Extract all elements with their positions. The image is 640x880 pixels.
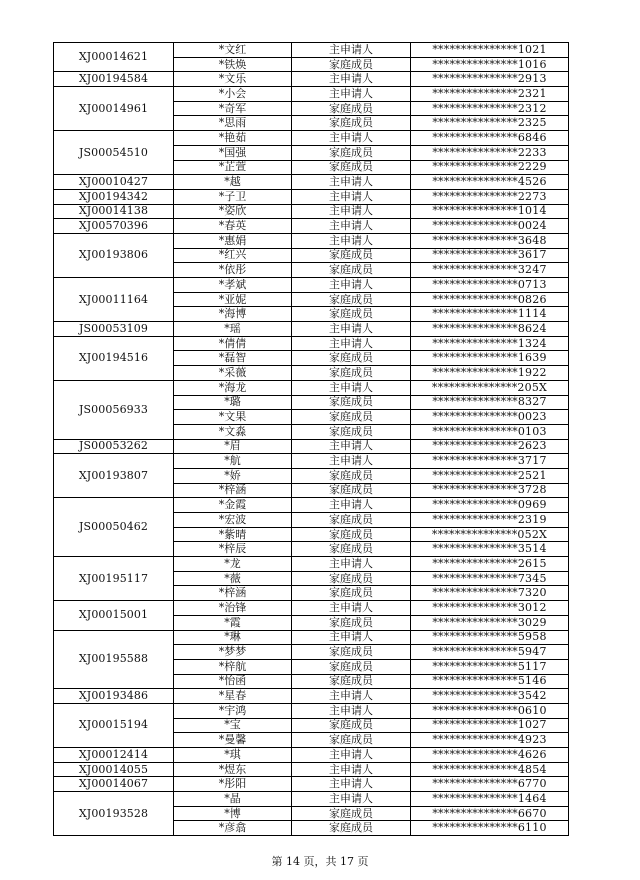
table-row: [54, 454, 569, 469]
table-row: [54, 777, 569, 792]
member-name-cell: *春英: [174, 219, 292, 234]
member-name-cell: *思雨: [174, 116, 292, 131]
member-name-cell: *依彤: [174, 263, 292, 278]
masked-id-number-cell: ***************6770: [411, 777, 569, 792]
member-role-cell: 主申请人: [292, 278, 411, 293]
member-role-cell: 家庭成员: [292, 263, 411, 278]
member-role-cell: 家庭成员: [292, 145, 411, 160]
application-number-cell: XJ00193486: [54, 689, 174, 704]
member-role-cell: 主申请人: [292, 454, 411, 469]
member-name-cell: *子卫: [174, 189, 292, 204]
masked-id-number-cell: ***************0103: [411, 424, 569, 439]
masked-id-number-cell: ***************5117: [411, 659, 569, 674]
masked-id-number-cell: ***************7320: [411, 586, 569, 601]
table-row: [54, 380, 569, 395]
member-name-cell: *彤阳: [174, 777, 292, 792]
member-role-cell: 主申请人: [292, 189, 411, 204]
member-name-cell: *倩倩: [174, 336, 292, 351]
member-name-cell: *薇: [174, 571, 292, 586]
member-role-cell: 家庭成员: [292, 292, 411, 307]
member-role-cell: 家庭成员: [292, 248, 411, 263]
table-row: [54, 204, 569, 219]
member-role-cell: 家庭成员: [292, 542, 411, 557]
member-name-cell: *霞: [174, 615, 292, 630]
member-role-cell: 家庭成员: [292, 116, 411, 131]
member-name-cell: *越: [174, 175, 292, 190]
member-role-cell: 家庭成员: [292, 307, 411, 322]
masked-id-number-cell: ***************0023: [411, 410, 569, 425]
masked-id-number-cell: ***************0713: [411, 278, 569, 293]
masked-id-number-cell: ***************3514: [411, 542, 569, 557]
masked-id-number-cell: ***************0024: [411, 219, 569, 234]
masked-id-number-cell: ***************1021: [411, 43, 569, 58]
member-name-cell: *治锋: [174, 601, 292, 616]
masked-id-number-cell: ***************2623: [411, 439, 569, 454]
member-role-cell: 家庭成员: [292, 483, 411, 498]
table-row: [54, 630, 569, 645]
member-name-cell: *文果: [174, 410, 292, 425]
table-row: [54, 219, 569, 234]
member-role-cell: 主申请人: [292, 322, 411, 337]
application-number-cell: XJ00012414: [54, 748, 174, 763]
member-role-cell: 主申请人: [292, 689, 411, 704]
member-role-cell: 主申请人: [292, 792, 411, 807]
member-role-cell: 家庭成员: [292, 410, 411, 425]
member-name-cell: *梦梦: [174, 645, 292, 660]
masked-id-number-cell: ***************6846: [411, 131, 569, 146]
member-role-cell: 家庭成员: [292, 659, 411, 674]
table-row: [54, 278, 569, 293]
masked-id-number-cell: ***************4526: [411, 175, 569, 190]
masked-id-number-cell: ***************3542: [411, 689, 569, 704]
application-number-cell: XJ00014067: [54, 777, 174, 792]
application-number-cell: XJ00195117: [54, 557, 174, 601]
masked-id-number-cell: ***************2325: [411, 116, 569, 131]
member-role-cell: 主申请人: [292, 43, 411, 58]
table-row: [54, 43, 569, 58]
masked-id-number-cell: ***************4626: [411, 748, 569, 763]
member-name-cell: *曼馨: [174, 733, 292, 748]
masked-id-number-cell: ***************1027: [411, 718, 569, 733]
masked-id-number-cell: ***************3617: [411, 248, 569, 263]
application-number-cell: XJ00014621: [54, 43, 174, 72]
masked-id-number-cell: ***************3648: [411, 233, 569, 248]
member-role-cell: 家庭成员: [292, 424, 411, 439]
table-row: [54, 689, 569, 704]
member-name-cell: *宇鸿: [174, 703, 292, 718]
application-number-cell: JS00053109: [54, 322, 174, 337]
application-number-cell: JS00054510: [54, 131, 174, 175]
masked-id-number-cell: ***************2521: [411, 468, 569, 483]
application-number-cell: XJ00194516: [54, 336, 174, 380]
member-name-cell: *琪: [174, 748, 292, 763]
member-role-cell: 家庭成员: [292, 821, 411, 836]
member-name-cell: *璐: [174, 395, 292, 410]
application-number-cell: XJ00010427: [54, 175, 174, 190]
masked-id-number-cell: ***************1922: [411, 366, 569, 381]
masked-id-number-cell: ***************2913: [411, 72, 569, 87]
member-name-cell: *孝斌: [174, 278, 292, 293]
application-number-cell: XJ00015001: [54, 601, 174, 630]
table-row: [54, 189, 569, 204]
masked-id-number-cell: ***************6110: [411, 821, 569, 836]
member-name-cell: *铁焕: [174, 57, 292, 72]
member-name-cell: *采薇: [174, 366, 292, 381]
member-role-cell: 家庭成员: [292, 101, 411, 116]
application-number-cell: XJ00015194: [54, 703, 174, 747]
member-name-cell: *磊智: [174, 351, 292, 366]
page-number-footer: 第 14 页，共 17 页: [271, 855, 369, 868]
member-role-cell: 主申请人: [292, 777, 411, 792]
application-number-cell: XJ00194342: [54, 189, 174, 204]
member-role-cell: 主申请人: [292, 498, 411, 513]
member-role-cell: 家庭成员: [292, 351, 411, 366]
member-role-cell: 主申请人: [292, 601, 411, 616]
application-number-cell: XJ00195588: [54, 630, 174, 689]
masked-id-number-cell: ***************8624: [411, 322, 569, 337]
member-name-cell: *奇军: [174, 101, 292, 116]
member-name-cell: *琳: [174, 630, 292, 645]
member-role-cell: 主申请人: [292, 72, 411, 87]
application-number-cell: JS00050462: [54, 498, 174, 557]
member-role-cell: 主申请人: [292, 175, 411, 190]
table-row: [54, 336, 569, 351]
member-role-cell: 家庭成员: [292, 468, 411, 483]
masked-id-number-cell: ***************0610: [411, 703, 569, 718]
member-name-cell: *亚妮: [174, 292, 292, 307]
masked-id-number-cell: ***************0826: [411, 292, 569, 307]
member-role-cell: 主申请人: [292, 630, 411, 645]
member-name-cell: *国强: [174, 145, 292, 160]
masked-id-number-cell: ***************0969: [411, 498, 569, 513]
masked-id-number-cell: ***************2229: [411, 160, 569, 175]
application-number-cell: XJ00014055: [54, 762, 174, 777]
masked-id-number-cell: ***************2312: [411, 101, 569, 116]
table-row: [54, 703, 569, 718]
table-row: [54, 87, 569, 102]
member-name-cell: *海博: [174, 307, 292, 322]
member-role-cell: 家庭成员: [292, 395, 411, 410]
table-row: [54, 498, 569, 513]
masked-id-number-cell: ***************3717: [411, 454, 569, 469]
masked-id-number-cell: ***************2319: [411, 513, 569, 528]
table-row: [54, 233, 569, 248]
member-role-cell: 主申请人: [292, 204, 411, 219]
member-name-cell: *红兴: [174, 248, 292, 263]
member-role-cell: 主申请人: [292, 762, 411, 777]
member-role-cell: 主申请人: [292, 748, 411, 763]
member-name-cell: *惠娟: [174, 233, 292, 248]
masked-id-number-cell: ***************5947: [411, 645, 569, 660]
application-number-cell: XJ00193528: [54, 792, 174, 836]
member-name-cell: *煜东: [174, 762, 292, 777]
masked-id-number-cell: ***************5146: [411, 674, 569, 689]
masked-id-number-cell: ***************1016: [411, 57, 569, 72]
member-name-cell: *怡函: [174, 674, 292, 689]
member-name-cell: *龙: [174, 557, 292, 572]
member-name-cell: *艳茹: [174, 131, 292, 146]
table-row: [54, 792, 569, 807]
table-row: [54, 557, 569, 572]
member-name-cell: *航: [174, 454, 292, 469]
member-role-cell: 主申请人: [292, 336, 411, 351]
member-role-cell: 主申请人: [292, 219, 411, 234]
member-role-cell: 家庭成员: [292, 586, 411, 601]
member-name-cell: *海龙: [174, 380, 292, 395]
member-role-cell: 家庭成员: [292, 513, 411, 528]
member-name-cell: *小会: [174, 87, 292, 102]
application-number-cell: XJ00014961: [54, 87, 174, 131]
masked-id-number-cell: ***************1639: [411, 351, 569, 366]
member-name-cell: *紫晴: [174, 527, 292, 542]
masked-id-number-cell: ***************1324: [411, 336, 569, 351]
application-number-cell: XJ00193806: [54, 233, 174, 277]
application-number-cell: XJ00193807: [54, 454, 174, 498]
masked-id-number-cell: ***************1464: [411, 792, 569, 807]
application-number-cell: JS00053262: [54, 439, 174, 454]
masked-id-number-cell: ***************3012: [411, 601, 569, 616]
member-role-cell: 主申请人: [292, 233, 411, 248]
member-role-cell: 家庭成员: [292, 645, 411, 660]
member-name-cell: *文淼: [174, 424, 292, 439]
member-role-cell: 家庭成员: [292, 366, 411, 381]
member-role-cell: 家庭成员: [292, 615, 411, 630]
table-row: [54, 72, 569, 87]
member-name-cell: *梓涵: [174, 586, 292, 601]
masked-id-number-cell: ***************7345: [411, 571, 569, 586]
masked-id-number-cell: ***************2615: [411, 557, 569, 572]
table-row: [54, 175, 569, 190]
table-row: [54, 748, 569, 763]
application-number-cell: XJ00014138: [54, 204, 174, 219]
member-name-cell: *文红: [174, 43, 292, 58]
member-name-cell: *彦翕: [174, 821, 292, 836]
member-name-cell: *晶: [174, 792, 292, 807]
member-role-cell: 家庭成员: [292, 733, 411, 748]
masked-id-number-cell: ***************1014: [411, 204, 569, 219]
member-name-cell: *姿欣: [174, 204, 292, 219]
member-role-cell: 主申请人: [292, 131, 411, 146]
member-name-cell: *金霞: [174, 498, 292, 513]
member-name-cell: *芷萱: [174, 160, 292, 175]
masked-id-number-cell: ***************2321: [411, 87, 569, 102]
application-number-cell: XJ00570396: [54, 219, 174, 234]
member-role-cell: 家庭成员: [292, 160, 411, 175]
member-name-cell: *宏波: [174, 513, 292, 528]
masked-id-number-cell: ***************052X: [411, 527, 569, 542]
member-role-cell: 主申请人: [292, 557, 411, 572]
member-role-cell: 家庭成员: [292, 57, 411, 72]
member-name-cell: *梓辰: [174, 542, 292, 557]
masked-id-number-cell: ***************4923: [411, 733, 569, 748]
member-name-cell: *梓涵: [174, 483, 292, 498]
member-name-cell: *博: [174, 806, 292, 821]
masked-id-number-cell: ***************2273: [411, 189, 569, 204]
records-table-body: [54, 43, 569, 836]
member-name-cell: *星春: [174, 689, 292, 704]
member-role-cell: 家庭成员: [292, 718, 411, 733]
member-role-cell: 家庭成员: [292, 571, 411, 586]
member-role-cell: 主申请人: [292, 380, 411, 395]
masked-id-number-cell: ***************3029: [411, 615, 569, 630]
masked-id-number-cell: ***************8327: [411, 395, 569, 410]
member-role-cell: 家庭成员: [292, 674, 411, 689]
member-name-cell: *宝: [174, 718, 292, 733]
member-name-cell: *娇: [174, 468, 292, 483]
member-role-cell: 主申请人: [292, 439, 411, 454]
member-name-cell: *文乐: [174, 72, 292, 87]
member-role-cell: 主申请人: [292, 87, 411, 102]
masked-id-number-cell: ***************3728: [411, 483, 569, 498]
table-row: [54, 601, 569, 616]
application-number-cell: XJ00194584: [54, 72, 174, 87]
applicant-records-table: [53, 42, 569, 836]
masked-id-number-cell: ***************1114: [411, 307, 569, 322]
member-name-cell: *瑶: [174, 322, 292, 337]
member-role-cell: 家庭成员: [292, 527, 411, 542]
member-role-cell: 家庭成员: [292, 806, 411, 821]
member-role-cell: 主申请人: [292, 703, 411, 718]
masked-id-number-cell: ***************2233: [411, 145, 569, 160]
masked-id-number-cell: ***************205X: [411, 380, 569, 395]
masked-id-number-cell: ***************5958: [411, 630, 569, 645]
table-row: [54, 439, 569, 454]
member-name-cell: *眉: [174, 439, 292, 454]
table-row: [54, 762, 569, 777]
masked-id-number-cell: ***************4854: [411, 762, 569, 777]
application-number-cell: XJ00011164: [54, 278, 174, 322]
table-row: [54, 322, 569, 337]
application-number-cell: JS00056933: [54, 380, 174, 439]
table-row: [54, 131, 569, 146]
masked-id-number-cell: ***************3247: [411, 263, 569, 278]
masked-id-number-cell: ***************6670: [411, 806, 569, 821]
member-name-cell: *梓航: [174, 659, 292, 674]
